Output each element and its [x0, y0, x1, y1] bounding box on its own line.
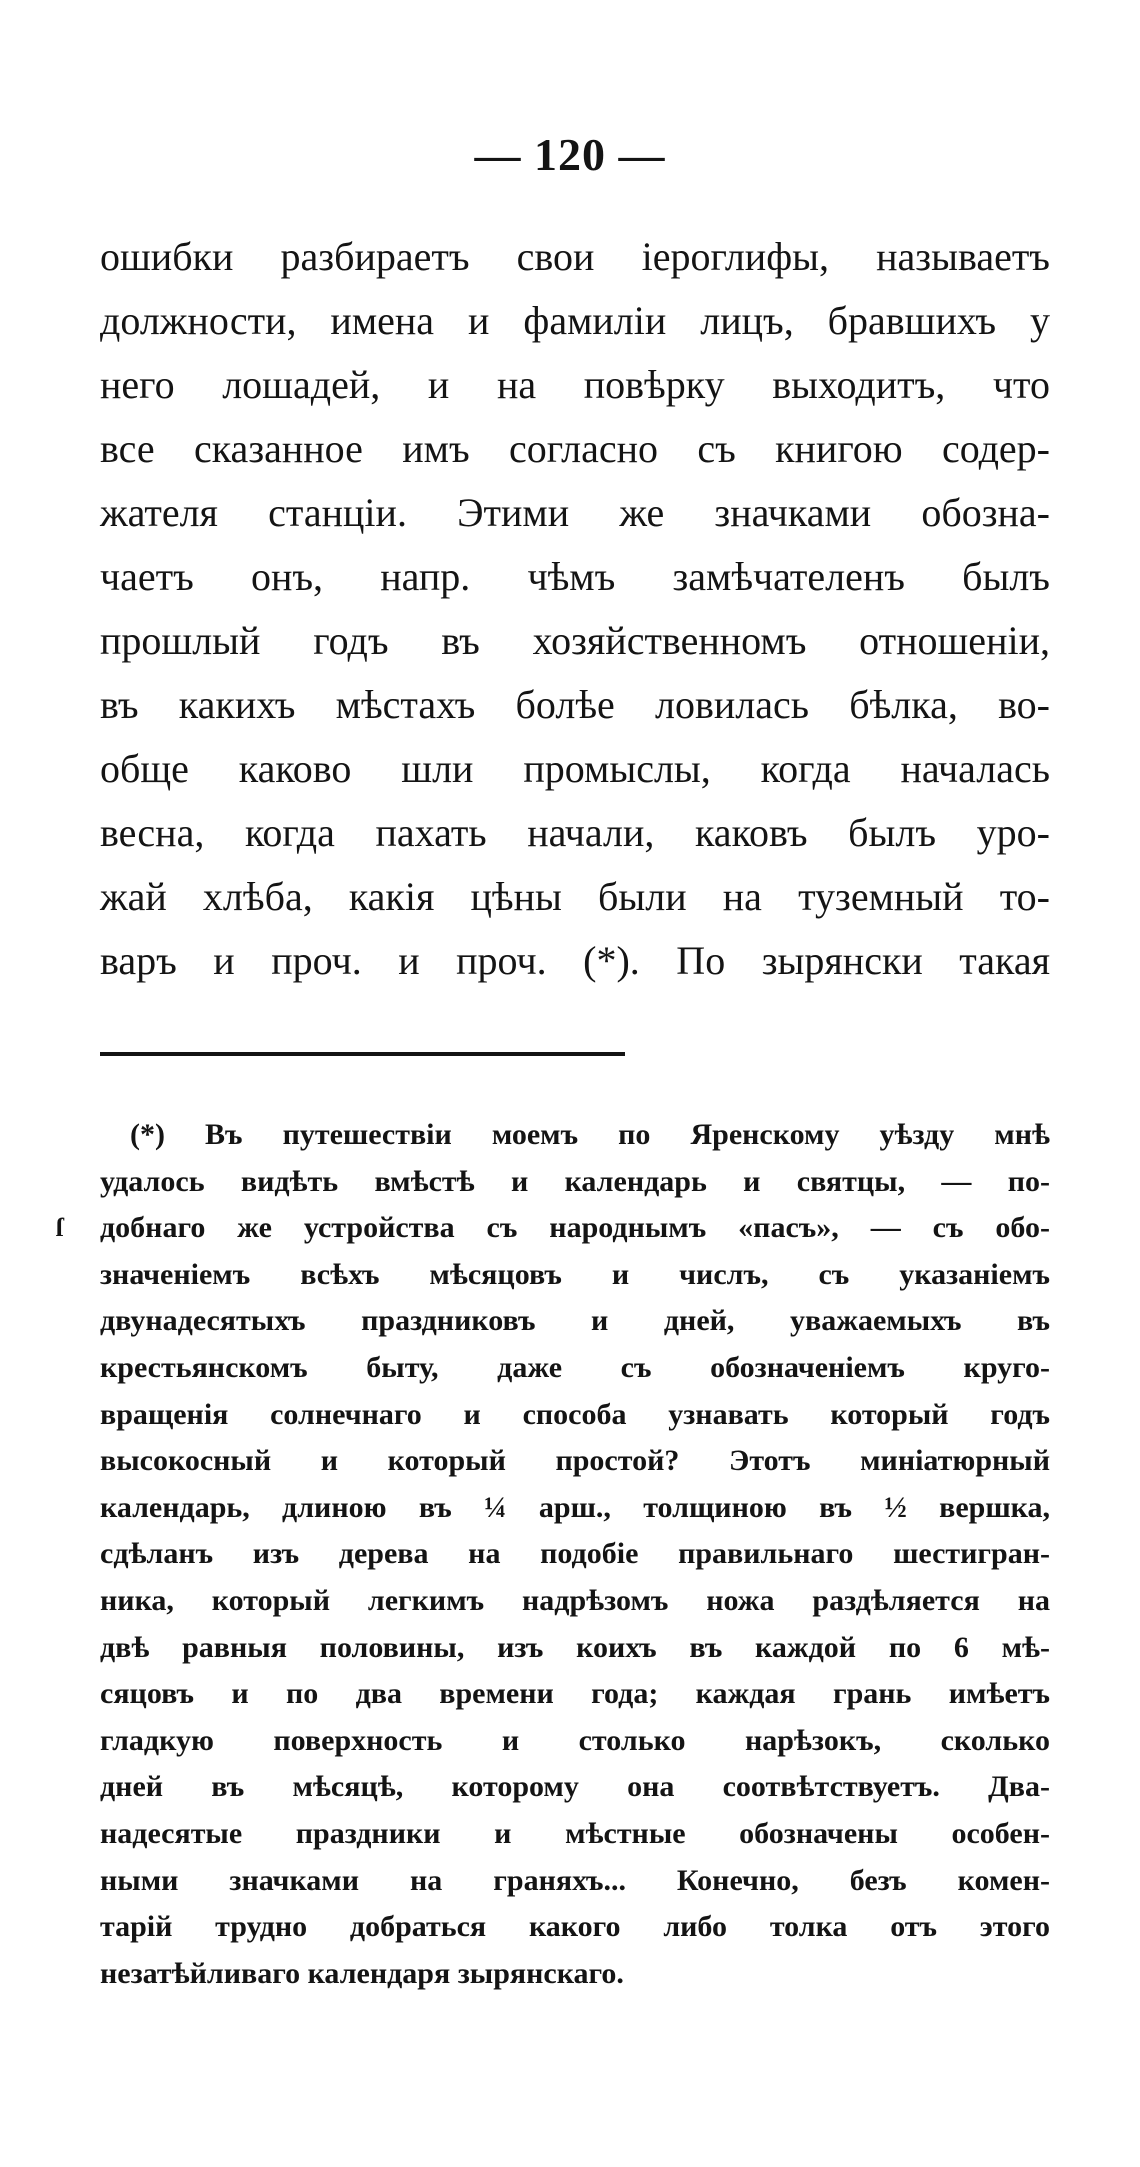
footnote-line: значеніемъ всѣхъ мѣсяцовъ и числъ, съ указаніемъ — [100, 1257, 1050, 1291]
footnote-line: сдѣланъ изъ дерева на подобіе правильнаго шестигран- — [100, 1537, 1050, 1571]
main-text-block — [100, 225, 1050, 993]
footnote-line: дней въ мѣсяцѣ, которому она соотвѣтствуетъ. Два- — [100, 1770, 1050, 1804]
text-line: въ какихъ мѣстахъ болѣе ловилась бѣлка, во- — [100, 682, 1050, 727]
footnote-line: двунадесятыхъ праздниковъ и дней, уважаемыхъ въ — [100, 1304, 1050, 1338]
footnote-line: ника, который легкимъ надрѣзомъ ножа раздѣляется на — [100, 1583, 1050, 1617]
footnote-line: тарій трудно добраться какого либо толка отъ этого — [100, 1910, 1050, 1944]
footnote-line: надесятые праздники и мѣстные обозначены особен- — [100, 1816, 1050, 1850]
text-line: обще каково шли промыслы, когда началась — [100, 746, 1050, 791]
footnote-line: высокосный и который простой? Этотъ миніатюрный — [100, 1444, 1050, 1478]
text-line: него лошадей, и на повѣрку выходитъ, что — [100, 362, 1050, 407]
text-line: чаетъ онъ, напр. чѣмъ замѣчателенъ былъ — [100, 554, 1050, 599]
footnote-line: двѣ равныя половины, изъ коихъ въ каждой по 6 мѣ- — [100, 1630, 1050, 1664]
text-line: прошлый годъ въ хозяйственномъ отношеніи, — [100, 618, 1050, 663]
footnote-line: добнаго же устройства съ народнымъ «пасъ», — съ обо- — [100, 1211, 1050, 1245]
footnote-line: незатѣйливаго календаря зырянскаго. — [100, 1956, 624, 1990]
footnote-line: крестьянскомъ быту, даже съ обозначеніемъ круго- — [100, 1350, 1050, 1384]
footnote-line: вращенія солнечнаго и способа узнавать который годъ — [100, 1397, 1050, 1431]
text-line: варъ и проч. и проч. (*). По зырянски такая — [100, 938, 1050, 983]
text-line: ошибки разбираетъ свои іероглифы, называетъ — [100, 234, 1050, 279]
text-line: жателя станціи. Этими же значками обозна- — [100, 490, 1050, 535]
margin-mark: ſ — [56, 1213, 64, 1242]
footnote-line: гладкую поверхность и столько нарѣзокъ, сколько — [100, 1723, 1050, 1757]
footnote-line: (*) Въ путешествіи моемъ по Яренскому уѣзду мнѣ — [130, 1118, 1050, 1151]
text-line: весна, когда пахать начали, каковъ былъ уро- — [100, 810, 1050, 855]
footnote-line: удалось видѣть вмѣстѣ и календарь и святцы, — по- — [100, 1164, 1050, 1198]
footnote-block — [100, 1112, 1050, 1997]
text-line: все сказанное имъ согласно съ книгою содер- — [100, 426, 1050, 471]
text-line: жай хлѣба, какія цѣны были на туземный то- — [100, 874, 1050, 919]
footnote-separator-rule — [100, 1052, 625, 1056]
footnote-line: сяцовъ и по два времени года; каждая грань имѣетъ — [100, 1677, 1050, 1711]
page-number: — 120 — — [474, 129, 666, 180]
text-line: должности, имена и фамиліи лицъ, бравшихъ у — [100, 298, 1050, 343]
footnote-line: ными значками на граняхъ... Конечно, безъ комен- — [100, 1863, 1050, 1897]
footnote-line: календарь, длиною въ ¼ арш., толщиною въ ½ вершка, — [100, 1490, 1050, 1524]
